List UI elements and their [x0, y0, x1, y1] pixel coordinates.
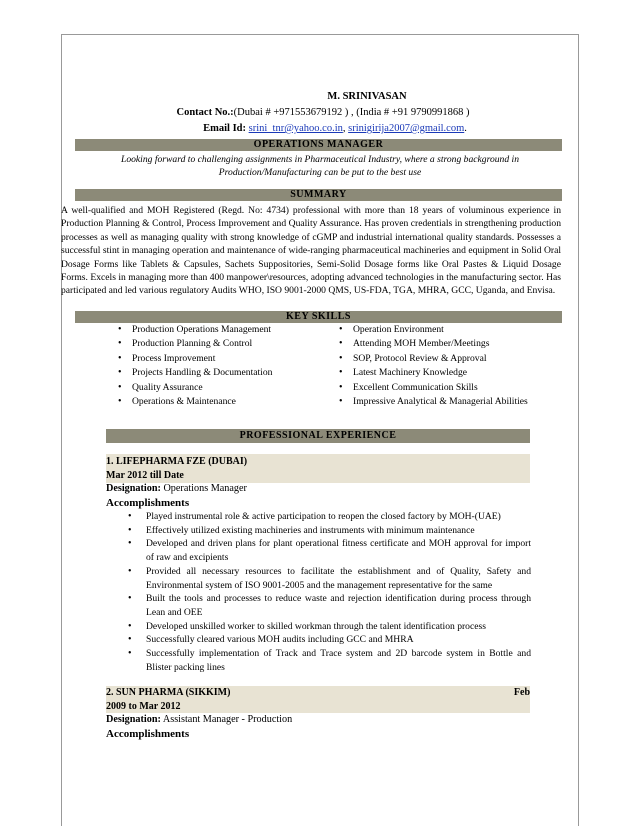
job-1-header: [106, 454, 530, 483]
job-1-period: Mar 2012 till Date: [106, 469, 184, 481]
designation-label: Designation:: [106, 483, 161, 494]
job-2-designation: [106, 713, 292, 727]
summary-heading: SUMMARY: [75, 189, 562, 201]
skill-item: • Projects Handling & Documentation: [114, 366, 324, 380]
job-2-company: 2. SUN PHARMA (SIKKIM): [106, 687, 231, 698]
email-line: [0, 121, 638, 137]
page-border-right: [578, 34, 579, 826]
job-2-period: 2009 to Mar 2012: [106, 700, 181, 712]
email-end: .: [464, 123, 467, 134]
contact-line: [0, 105, 638, 121]
email-separator: ,: [342, 123, 349, 134]
accomplishment-item: • Developed and driven plans for plant operational fitness certificate and MOH approval for import of raw and excipients: [126, 537, 531, 564]
job-1-company: 1. LIFEPHARMA FZE (DUBAI): [106, 456, 248, 467]
objective-text: Looking forward to challenging assignments in Pharmaceutical Industry, where a strong background in Production/Manufacturing can be put to the best use: [120, 154, 520, 178]
accomplishment-item: • Built the tools and processes to reduce waste and rejection identification during process through Lean and OEE: [126, 592, 531, 619]
objective-heading: OPERATIONS MANAGER: [75, 139, 562, 151]
designation-value: Operations Manager: [160, 483, 247, 494]
accomplishment-item: • Successfully implementation of Track and Trace system and 2D barcode system in Bottle and Blister packing lines: [126, 647, 531, 674]
skill-item: • Attending MOH Member/Meetings: [335, 337, 531, 351]
page-border-top: [61, 34, 579, 35]
accomplishment-item: • Played instrumental role & active participation to reopen the closed factory by MOH-(UAE): [126, 510, 531, 524]
designation-value: Assistant Manager - Production: [160, 714, 293, 725]
skill-item: • Excellent Communication Skills: [335, 381, 531, 395]
job-1-accomplishments-list: [126, 510, 531, 674]
accomplishment-item: • Successfully cleared various MOH audits including GCC and MHRA: [126, 633, 531, 647]
skill-item: • Latest Machinery Knowledge: [335, 366, 531, 380]
job-2-accomplishments-label: Accomplishments: [106, 728, 190, 740]
key-skills-heading: KEY SKILLS: [75, 311, 562, 323]
skill-item: • Production Planning & Control: [114, 337, 324, 351]
job-2-period-start: Feb: [513, 687, 530, 698]
email-label: Email Id:: [203, 123, 246, 134]
accomplishment-item: • Provided all necessary resources to facilitate the establishment and of Quality, Safety and Environmental system of ISO 9001-2005 and the management representative for the same: [126, 565, 531, 592]
contact-value: (Dubai # +971553679192 ) , (India # +91 9790991868 ): [233, 107, 470, 118]
skill-item: • Quality Assurance: [114, 381, 324, 395]
page-border-left: [61, 34, 62, 826]
skill-item: • SOP, Protocol Review & Approval: [335, 352, 531, 366]
skill-item: • Operations & Maintenance: [114, 395, 324, 409]
experience-heading: PROFESSIONAL EXPERIENCE: [106, 429, 530, 443]
skills-left-list: [114, 323, 324, 409]
accomplishment-item: • Effectively utilized existing machineries and instruments with minimum maintenance: [126, 524, 531, 538]
skill-item: • Operation Environment: [335, 323, 531, 337]
skill-item: • Production Operations Management: [114, 323, 324, 337]
contact-label: Contact No.:: [176, 107, 234, 118]
accomplishment-item: • Developed unskilled worker to skilled workman through the talent identification process: [126, 620, 531, 634]
email-link-2[interactable]: srinigirija2007@gmail.com: [348, 123, 465, 134]
skill-item: • Impressive Analytical & Managerial Abilities: [335, 395, 531, 409]
email-link-1[interactable]: srini_tnr@yahoo.co.in: [248, 123, 343, 134]
summary-text: A well-qualified and MOH Registered (Regd. No: 4734) professional with more than 18 years of voluminous experience in Production Planning & Control, Process Improvement and Quality Assurance. Has proven credentials in strengthening production processes as well as managing quality with strong knowledge of cGMP and industrial international quality standards. Possesses a successful stint in managing operation and maintenance of wide-ranging pharmaceutical machineries and equipment in Solid Oral Dosage Forms like Tablets & Capsules, Sachets Suppositories, Semi-Solid Dosage forms like Oral Pastes & Liquid Dosage Forms. Excels in managing more than 400 manpower\resources, adopting advanced technologies in the manufacturing sector. Has participated and led various regulatory Audits WHO, ISO 9001-2000 QMS, US-FDA, TGA, MHRA, GCC, Uganda, and Envisa.: [61, 205, 561, 297]
skills-right-list: [335, 323, 531, 409]
designation-label: Designation:: [106, 714, 161, 725]
job-1-designation: [106, 482, 247, 496]
job-2-company-row: [106, 686, 530, 700]
skill-item: • Process Improvement: [114, 352, 324, 366]
job-2-header: [106, 686, 530, 713]
resume-header: [0, 89, 638, 137]
job-1-accomplishments-label: Accomplishments: [106, 497, 190, 509]
candidate-name: M. SRINIVASAN: [327, 91, 407, 102]
